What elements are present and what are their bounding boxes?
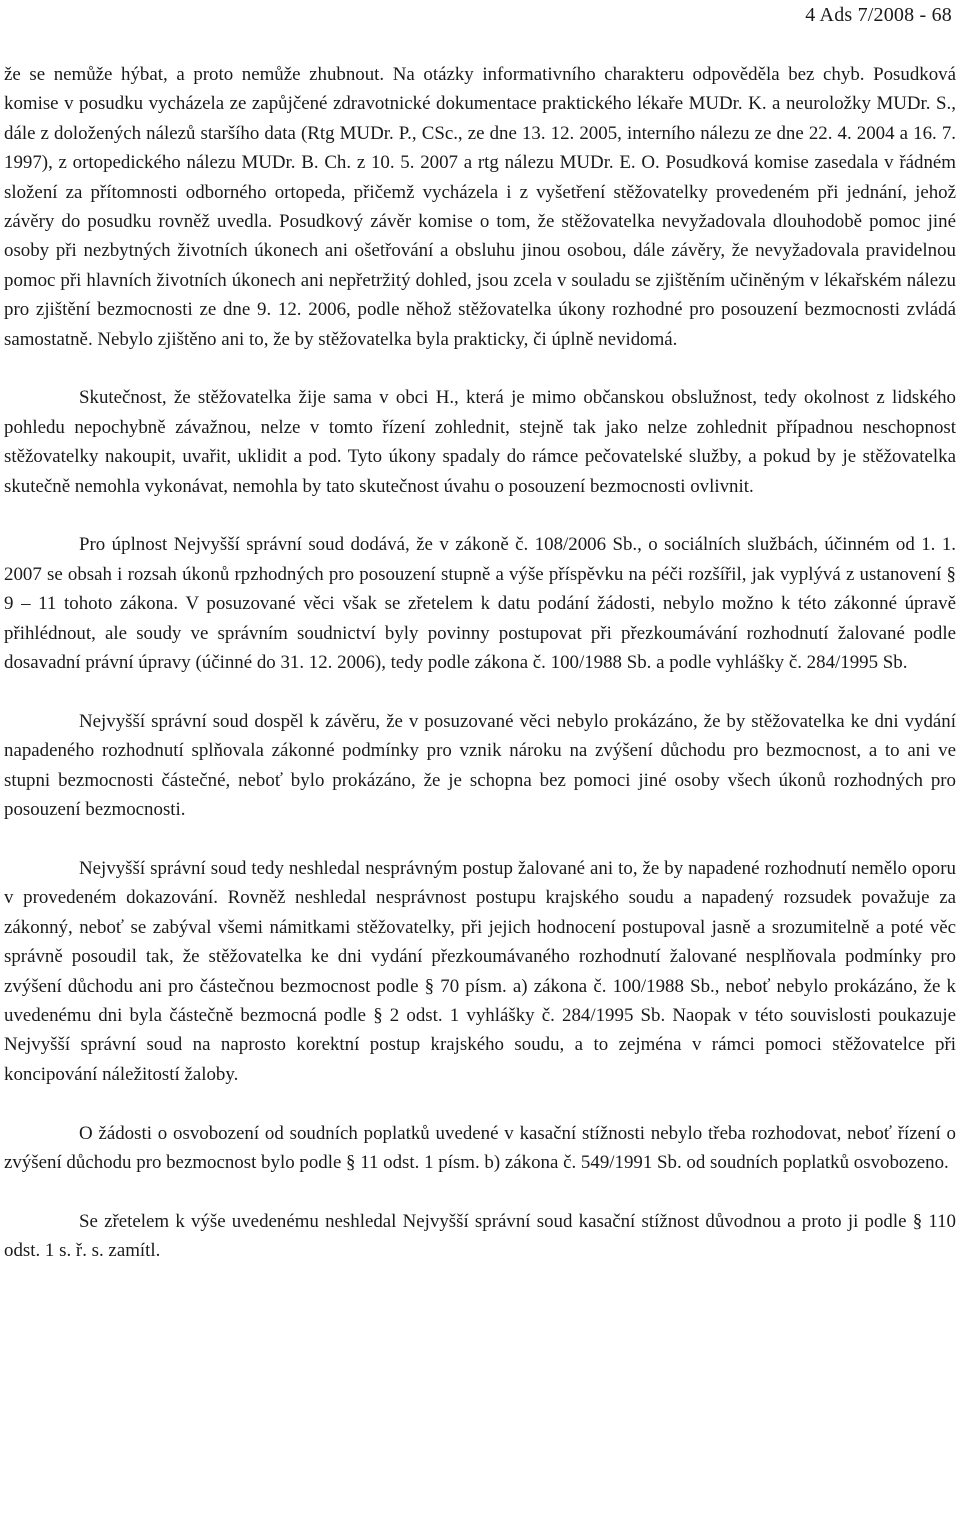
paragraph-6: O žádosti o osvobození od soudních poplatků uvedené v kasační stížnosti nebylo třeba rozhodovat, neboť řízení o zvýšení důchodu pro bezmocnost bylo podle § 11 odst. 1 písm. b) zákona č. 549/1991 Sb. od soudních poplatků osvobozeno. [4, 1122, 956, 1173]
paragraph-1: že se nemůže hýbat, a proto nemůže zhubnout. Na otázky informativního charakteru odpověděla bez chyb. Posudková komise v posudku vycházela ze zapůjčené zdravotnické dokumentace praktického lékaře MUDr. K. a neuroložky MUDr. S., dále z doložených nálezů staršího data (Rtg MUDr. P., CSc., ze dne 13. 12. 2005, interního nálezu ze dne 22. 4. 2004 a 16. 7. 1997), z ortopedického nálezu MUDr. B. Ch. z 10. 5. 2007 a rtg nálezu MUDr. E. O. Posudková komise zasedala v řádném složení za přítomnosti odborného ortopeda, přičemž vycházela i z vyšetření stěžovatelky provedeném při jednání, jehož závěry do posudku rovněž uvedla. Posudkový závěr komise o tom, že stěžovatelka nevyžadovala dlouhodobě pomoc jiné osoby při nezbytných životních úkonech ani ošetřování a obsluhu jinou osobou, dále závěry, že nevyžadovala pravidelnou pomoc při hlavních životních úkonech ani nepřetržitý dohled, jsou zcela v souladu se zjištěním učiněným v lékařském nálezu pro zjištění bezmocnosti ze dne 9. 12. 2006, podle něhož stěžovatelka úkony rozhodné pro posouzení bezmocnosti zvládá samostatně. Nebylo zjištěno ani to, že by stěžovatelka byla prakticky, či úplně nevidomá. [4, 64, 956, 350]
paragraph-7: Se zřetelem k výše uvedenému neshledal Nejvyšší správní soud kasační stížnost důvodnou a proto ji podle § 110 odst. 1 s. ř. s. zamítl. [4, 1210, 956, 1262]
paragraph-3: Pro úplnost Nejvyšší správní soud dodává, že v zákoně č. 108/2006 Sb., o sociálních službách, účinném od 1. 1. 2007 se obsah i rozsah úkonů rpzhodných pro posouzení stupně a výše příspěvku na péči rozšířil, jak vyplývá z ustanovení § 9 – 11 tohoto zákona. V posuzované věci však se zřetelem k datu podání žádosti, nebylo možno k této zákonné úpravě přihlédnout, ale soudy ve správním soudnictví byly povinny postupovat při přezkoumávání rozhodnutí žalované podle dosavadní právní úpravy (účinné do 31. 12. 2006), tedy podle zákona č. 100/1988 Sb. a podle vyhlášky č. 284/1995 Sb. [4, 534, 956, 674]
document-body [4, 60, 956, 1266]
case-reference: 4 Ads 7/2008 - 68 [805, 4, 952, 26]
paragraph-2: Skutečnost, že stěžovatelka žije sama v obci H., která je mimo občanskou obslužnost, tedy okolnost z lidského pohledu nepochybně závažnou, nelze v tomto řízení zohlednit, stejně tak jako nelze zohlednit případnou neschopnost stěžovatelky nakoupit, uvařit, uklidit a pod. Tyto úkony spadaly do rámce pečovatelské služby, a pokud by je stěžovatelka skutečně nemohla vykonávat, nemohla by tato skutečnost úvahu o posouzení bezmocnosti ovlivnit. [4, 387, 956, 497]
paragraph-4: Nejvyšší správní soud dospěl k závěru, že v posuzované věci nebylo prokázáno, že by stěžovatelka ke dni vydání napadeného rozhodnutí splňovala zákonné podmínky pro vznik nároku na zvýšení důchodu pro bezmocnost, a to ani ve stupni bezmocnosti částečné, neboť bylo prokázáno, že je schopna bez pomoci jiné osoby všech úkonů rozhodných pro posouzení bezmocnosti. [4, 710, 956, 821]
paragraph-5: Nejvyšší správní soud tedy neshledal nesprávným postup žalované ani to, že by napadené rozhodnutí nemělo oporu v provedeném dokazování. Rovněž neshledal nesprávnost postupu krajského soudu a napadený rozsudek považuje za zákonný, neboť se zabýval všemi námitkami stěžovatelky, při jejich hodnocení postupoval jasně a srozumitelně a poté věc správně posoudil tak, že stěžovatelka ke dni vydání přezkoumávaného rozhodnutí žalované nesplňovala podmínky pro zvýšení důchodu ani pro částečnou bezmocnost podle § 70 písm. a) zákona č. 100/1988 Sb., neboť nebylo prokázáno, že k uvedenému dni byla částečně bezmocná podle § 2 odst. 1 vyhlášky č. 284/1995 Sb. Naopak v této souvislosti poukazuje Nejvyšší správní soud na naprosto korektní postup krajského soudu, a to zejména v rámci pomoci stěžovatelce při koncipování náležitostí žaloby. [4, 857, 956, 1085]
